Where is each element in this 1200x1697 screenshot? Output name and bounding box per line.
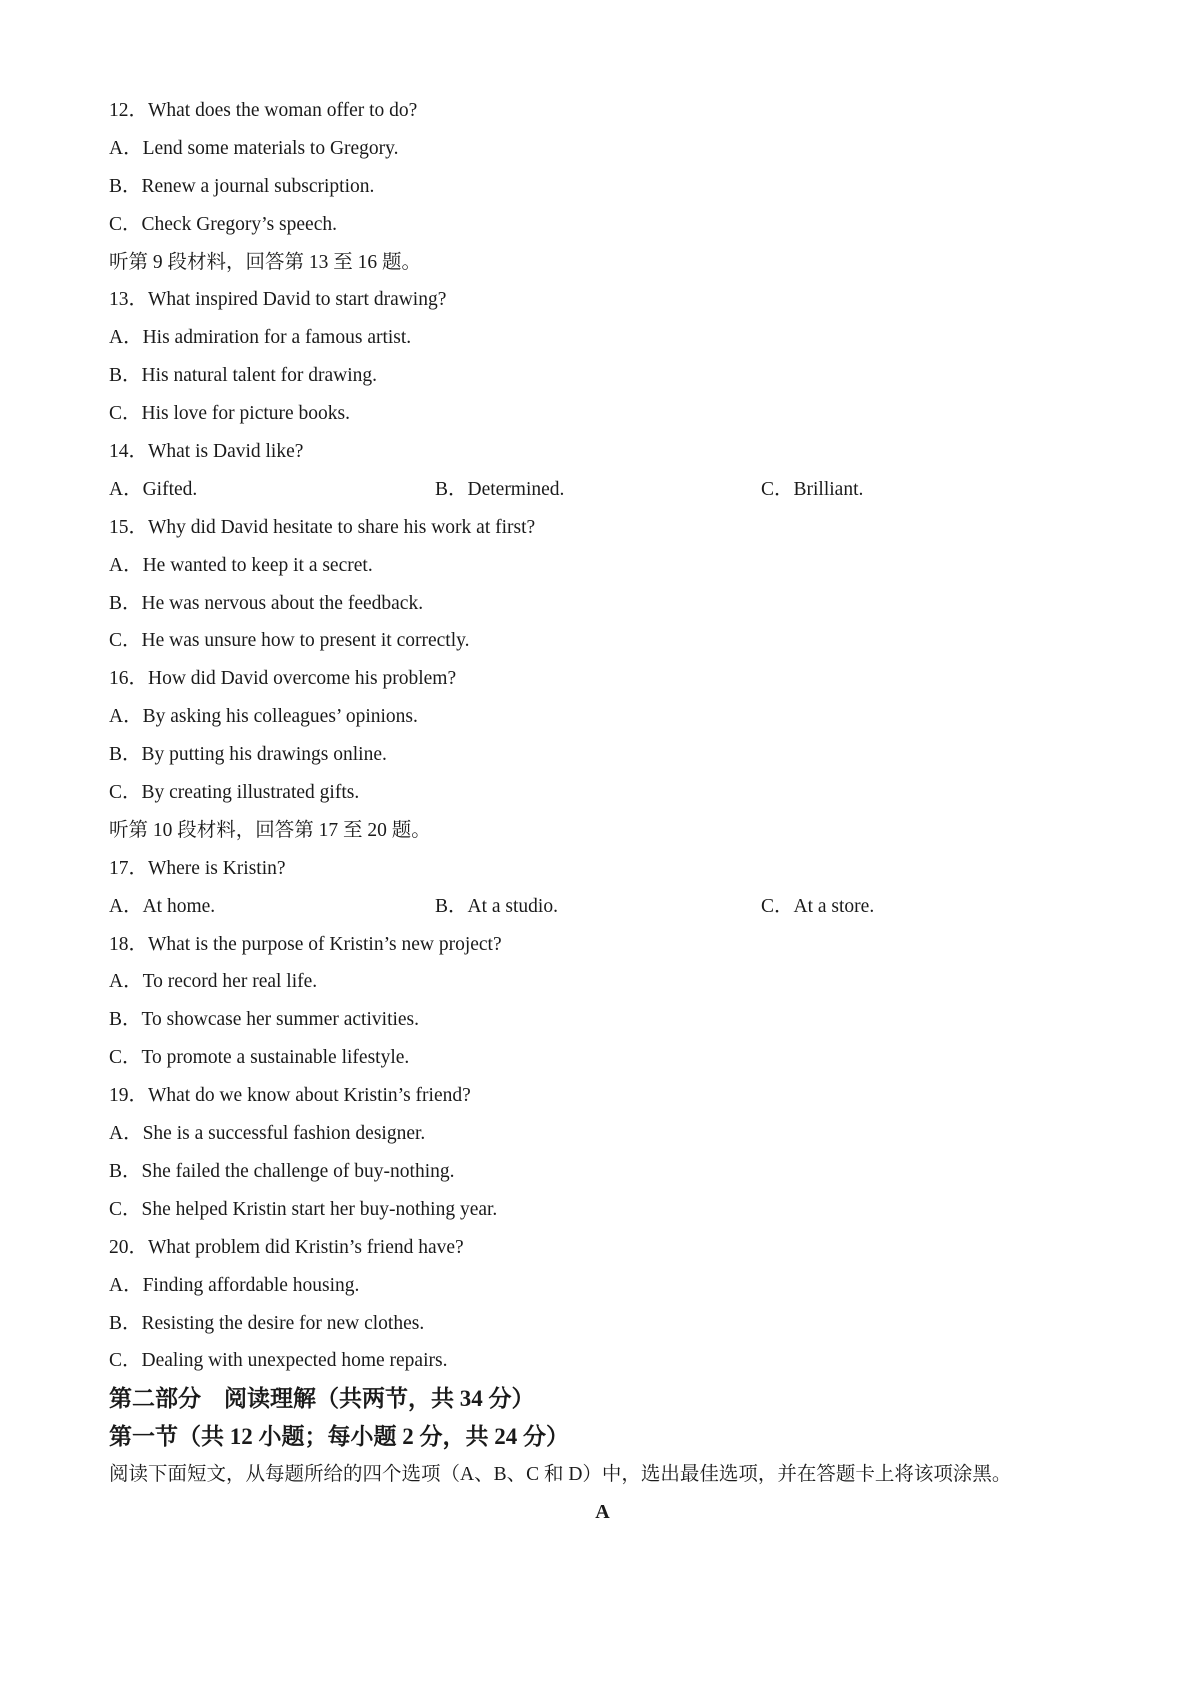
reading-instruction: 阅读下面短文，从每题所给的四个选项（A、B、C 和 D）中，选出最佳选项，并在答题卡上将该项涂黑。 (109, 1464, 1012, 1486)
option-line: C．His love for picture books. (109, 403, 351, 425)
section-instruction: 听第 10 段材料，回答第 17 至 20 题。 (109, 819, 431, 841)
exam-page (109, 92, 1109, 1532)
option-item: A．Gifted. (109, 478, 198, 500)
question-line: 15．Why did David hesitate to share his work at first? (109, 516, 536, 538)
option-line: B．Resisting the desire for new clothes. (109, 1312, 425, 1334)
option-line: B．Renew a journal subscription. (109, 175, 375, 197)
question-line: 17．Where is Kristin? (109, 857, 286, 879)
option-line: C．Check Gregory’s speech. (109, 213, 337, 235)
option-line: A．His admiration for a famous artist. (109, 327, 412, 349)
question-line: 13．What inspired David to start drawing? (109, 289, 447, 311)
option-line: C．To promote a sustainable lifestyle. (109, 1047, 410, 1069)
question-line: 16．How did David overcome his problem? (109, 668, 457, 690)
option-line: A．By asking his colleagues’ opinions. (109, 706, 418, 728)
option-line: B．She failed the challenge of buy-nothing. (109, 1160, 455, 1182)
option-line: B．His natural talent for drawing. (109, 365, 378, 387)
section-instruction: 听第 9 段材料，回答第 13 至 16 题。 (109, 251, 422, 273)
option-row (109, 888, 1109, 926)
option-line: A．To record her real life. (109, 971, 318, 993)
question-line: 18．What is the purpose of Kristin’s new project? (109, 933, 502, 955)
option-line: B．By putting his drawings online. (109, 744, 387, 766)
option-line: C．Dealing with unexpected home repairs. (109, 1350, 448, 1372)
question-line: 19．What do we know about Kristin’s friend? (109, 1085, 471, 1107)
option-item: B．Determined. (435, 478, 565, 500)
question-line: 12．What does the woman offer to do? (109, 100, 418, 121)
option-line: C．By creating illustrated gifts. (109, 782, 360, 804)
option-item: C．Brilliant. (761, 478, 864, 500)
question-line: 14．What is David like? (109, 441, 304, 463)
passage-letter: A (595, 1500, 610, 1523)
option-line: A．She is a successful fashion designer. (109, 1123, 426, 1145)
option-line: A．Lend some materials to Gregory. (109, 137, 399, 159)
option-line: C．She helped Kristin start her buy-nothing year. (109, 1198, 498, 1220)
option-line: C．He was unsure how to present it correctly. (109, 630, 470, 652)
option-item: C．At a store. (761, 895, 875, 917)
question-line: 20．What problem did Kristin’s friend have? (109, 1236, 464, 1258)
option-row (109, 471, 1109, 509)
part-heading: 第二部分 阅读理解（共两节，共 34 分） (109, 1386, 535, 1412)
option-line: A．Finding affordable housing. (109, 1274, 360, 1296)
part-heading: 第一节（共 12 小题；每小题 2 分，共 24 分） (109, 1424, 569, 1450)
option-line: A．He wanted to keep it a secret. (109, 554, 373, 576)
option-item: A．At home. (109, 895, 216, 917)
option-line: B．He was nervous about the feedback. (109, 592, 424, 614)
option-line: B．To showcase her summer activities. (109, 1009, 420, 1031)
option-item: B．At a studio. (435, 895, 558, 917)
